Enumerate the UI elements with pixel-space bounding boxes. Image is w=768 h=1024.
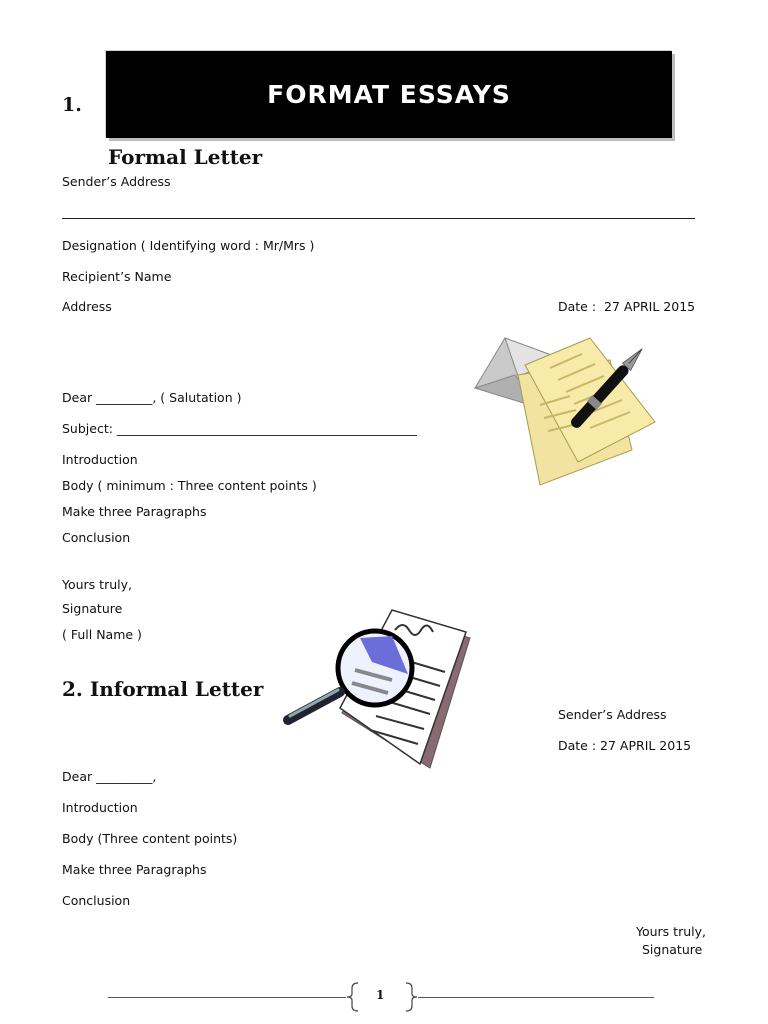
formal-senders-address: Sender’s Address — [62, 174, 171, 189]
page-number: 1 — [376, 988, 385, 1002]
footer-rule-right — [418, 997, 654, 998]
right-brace-icon — [404, 982, 418, 1012]
formal-salutation: Dear _________, ( Salutation ) — [62, 390, 242, 405]
informal-letter-heading: 2. Informal Letter — [62, 677, 264, 701]
formal-address: Address — [62, 299, 112, 314]
formal-date: Date : 27 APRIL 2015 — [558, 299, 696, 314]
informal-body: Body (Three content points) — [62, 831, 238, 846]
formal-introduction: Introduction — [62, 452, 138, 467]
informal-paragraphs: Make three Paragraphs — [62, 862, 207, 877]
informal-introduction: Introduction — [62, 800, 138, 815]
address-line — [62, 218, 695, 219]
formal-subject: Subject: ________________________________________________ — [62, 421, 417, 436]
magnifier-document-clipart-icon — [280, 608, 475, 770]
formal-letter-heading: Formal Letter — [108, 145, 263, 169]
informal-salutation: Dear _________, — [62, 769, 157, 784]
footer-rule-left — [108, 997, 346, 998]
left-brace-icon — [346, 982, 360, 1012]
formal-closing: Yours truly, — [62, 577, 132, 592]
formal-signature: Signature — [62, 601, 123, 616]
informal-senders-address: Sender’s Address — [558, 707, 667, 722]
formal-paragraphs: Make three Paragraphs — [62, 504, 207, 519]
page-title: FORMAT ESSAYS — [267, 80, 511, 109]
formal-designation: Designation ( Identifying word : Mr/Mrs ) — [62, 238, 315, 253]
formal-full-name: ( Full Name ) — [62, 627, 142, 642]
informal-date: Date : 27 APRIL 2015 — [558, 738, 692, 753]
informal-closing: Yours truly, — [636, 924, 706, 939]
informal-conclusion: Conclusion — [62, 893, 131, 908]
title-banner — [106, 51, 672, 138]
informal-signature: Signature — [642, 942, 703, 957]
formal-recipient-name: Recipient’s Name — [62, 269, 172, 284]
section-number: 1. — [62, 94, 82, 116]
formal-conclusion: Conclusion — [62, 530, 131, 545]
formal-body: Body ( minimum : Three content points ) — [62, 478, 317, 493]
letter-pen-clipart-icon — [470, 330, 660, 495]
